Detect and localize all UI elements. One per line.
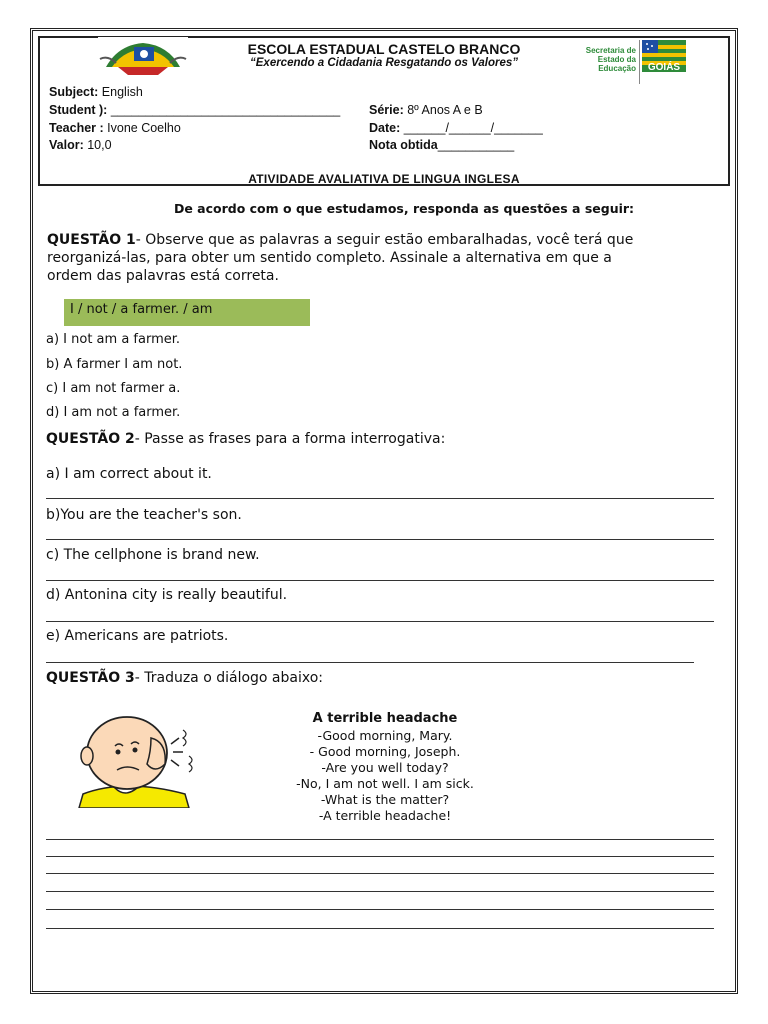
dialog-line: -What is the matter?	[320, 792, 450, 807]
question-2-text	[46, 430, 716, 448]
scrambled-words: I / not / a farmer. / am	[70, 302, 213, 317]
q1-option-b[interactable]: b) A farmer I am not.	[46, 357, 183, 372]
serie-value: 8º Anos A e B	[407, 103, 483, 117]
translation-line[interactable]	[46, 839, 714, 840]
answer-line[interactable]	[46, 539, 714, 540]
school-name: ESCOLA ESTADUAL CASTELO BRANCO	[247, 41, 521, 57]
dialog-title: A terrible headache	[312, 711, 458, 726]
date-label: Date:	[369, 121, 401, 135]
nota-blank: ___________	[437, 138, 515, 152]
serie-label: Série:	[369, 103, 404, 117]
subject-value: English	[101, 85, 143, 99]
instructions-lead: De acordo com o que estudamos, responda as questões a seguir:	[173, 201, 635, 216]
translation-line[interactable]	[46, 909, 714, 910]
logo-brand: GOIÁS	[647, 62, 681, 73]
dialog-line: -No, I am not well. I am sick.	[296, 776, 474, 791]
answer-line[interactable]	[46, 498, 714, 499]
q2-sentence-a: a) I am correct about it.	[46, 466, 212, 482]
nota-row	[369, 138, 514, 152]
translation-line[interactable]	[46, 873, 714, 874]
q3-instruction: - Traduza o diálogo abaixo:	[134, 670, 324, 686]
subject-label: Subject:	[49, 85, 99, 99]
dialog-line: - Good morning, Joseph.	[309, 744, 461, 759]
q1-option-a[interactable]: a) I not am a farmer.	[46, 332, 181, 347]
goias-flag-icon	[642, 40, 686, 80]
logo-line: Secretaria de	[585, 46, 636, 55]
q1-option-d[interactable]: d) I am not a farmer.	[46, 405, 181, 420]
question-3-label: QUESTÃO 3	[46, 670, 135, 686]
headache-boy-illustration	[55, 708, 205, 808]
student-row	[49, 103, 340, 117]
question-1-label: QUESTÃO 1	[47, 232, 136, 248]
translation-line[interactable]	[46, 891, 714, 892]
teacher-label: Teacher :	[49, 121, 104, 135]
valor-label: Valor:	[49, 138, 84, 152]
q1-line: - Observe que as palavras a seguir estão embaralhadas, você terá que	[135, 232, 634, 248]
valor-value: 10,0	[87, 138, 112, 152]
answer-line[interactable]	[46, 580, 714, 581]
translation-line[interactable]	[46, 856, 714, 857]
q2-sentence-c: c) The cellphone is brand new.	[46, 547, 260, 563]
q2-sentence-d: d) Antonina city is really beautiful.	[46, 587, 288, 603]
logo-line: Educação	[598, 64, 636, 73]
question-1-text	[47, 231, 717, 285]
valor-row	[49, 138, 112, 152]
school-motto: “Exercendo a Cidadania Resgatando os Valores”	[250, 57, 518, 69]
teacher-row	[49, 121, 181, 135]
dialog-line: -Are you well today?	[321, 760, 449, 775]
secretaria-logo	[576, 40, 688, 84]
date-row	[369, 121, 543, 135]
q2-sentence-b: b)You are the teacher's son.	[46, 507, 242, 523]
activity-title: ATIVIDADE AVALIATIVA DE LINGUA INGLESA	[248, 172, 520, 184]
student-label: Student ):	[49, 103, 108, 117]
teacher-value: Ivone Coelho	[107, 121, 181, 135]
question-3-text	[46, 669, 716, 687]
answer-line[interactable]	[46, 621, 714, 622]
dialog-line: -Good morning, Mary.	[317, 728, 453, 743]
translation-line[interactable]	[46, 928, 714, 929]
date-value: ______/______/_______	[403, 121, 543, 135]
logo-line: Estado da	[597, 55, 636, 64]
student-blank: _________________________________	[110, 103, 341, 117]
dialog-line: -A terrible headache!	[318, 808, 452, 823]
question-2-label: QUESTÃO 2	[46, 431, 135, 447]
subject-row	[49, 85, 143, 99]
q1-option-c[interactable]: c) I am not farmer a.	[46, 381, 181, 396]
serie-row	[369, 103, 483, 117]
q2-sentence-e: e) Americans are patriots.	[46, 628, 229, 644]
q1-line: ordem das palavras está correta.	[47, 268, 279, 284]
answer-line[interactable]	[46, 662, 694, 663]
q1-line: reorganizá-las, para obter um sentido completo. Assinale a alternativa em que a	[47, 250, 612, 266]
nota-label: Nota obtida	[369, 138, 438, 152]
q2-instruction: - Passe as frases para a forma interrogativa:	[134, 431, 446, 447]
